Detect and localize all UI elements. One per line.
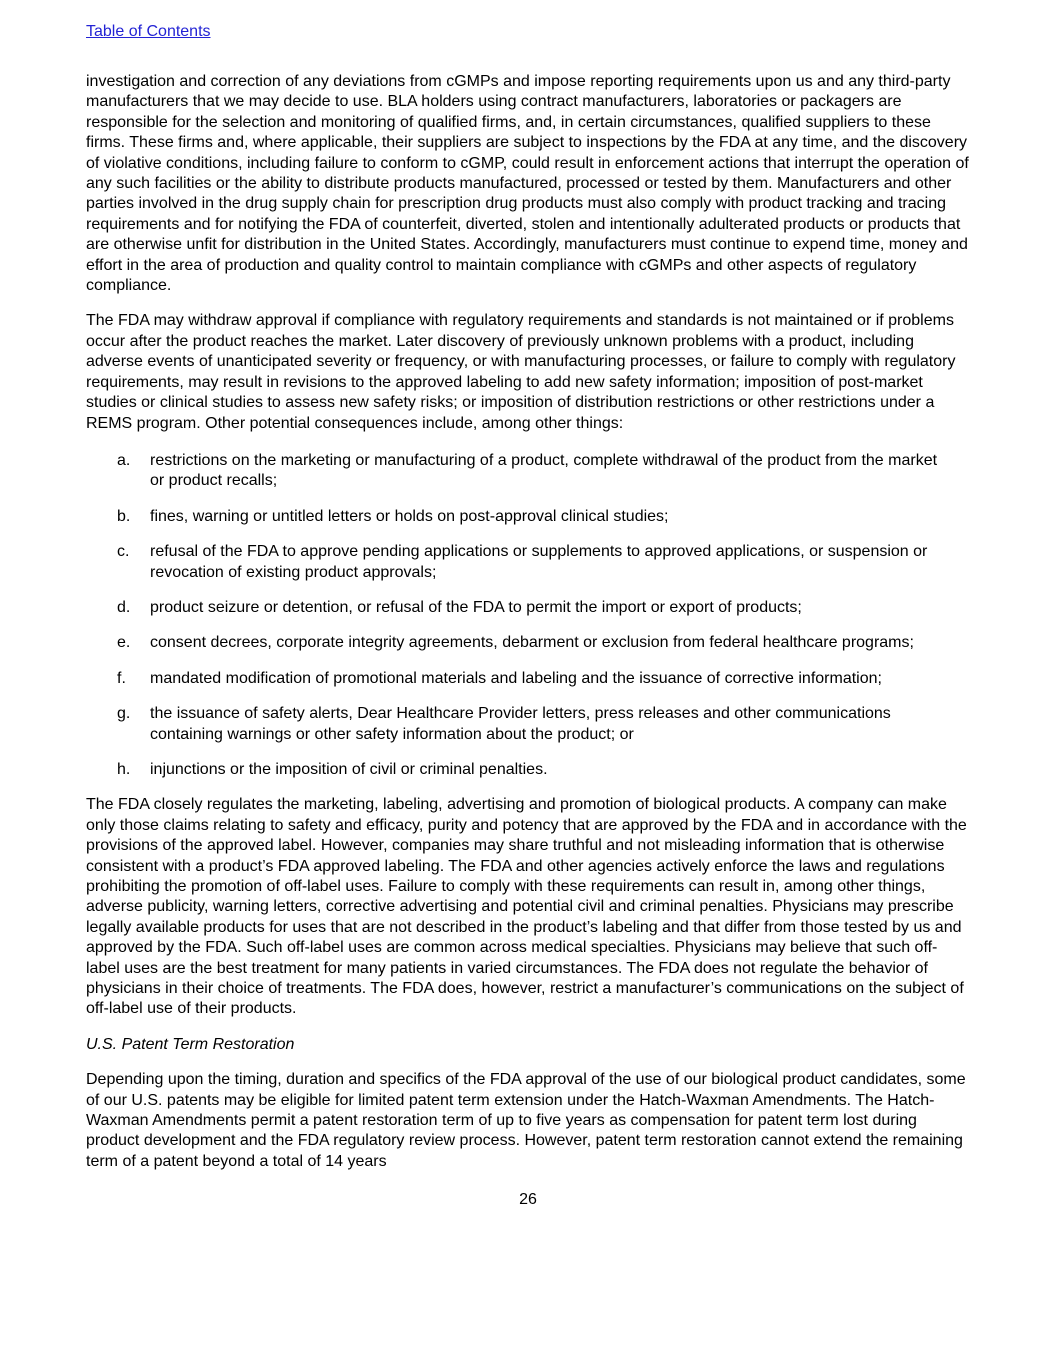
list-item <box>117 669 970 689</box>
list-item <box>117 451 970 492</box>
paragraph-cgmp-compliance: investigation and correction of any deviations from cGMPs and impose reporting requirements upon us and any third-party manufacturers that we may decide to use. BLA holders using contract manufacturers, laboratories or packagers are responsible for the selection and monitoring of qualified firms, and, in certain circumstances, qualified suppliers to these firms. These firms and, where applicable, their suppliers are subject to inspections by the FDA at any time, and the discovery of violative conditions, including failure to conform to cGMP, could result in enforcement actions that interrupt the operation of any such facilities or the ability to distribute products manufactured, processed or tested by them. Manufacturers and other parties involved in the drug supply chain for prescription drug products must also comply with product tracking and tracing requirements and for notifying the FDA of counterfeit, diverted, stolen and intentionally adulterated products or products that are otherwise unfit for distribution in the United States. Accordingly, manufacturers must continue to expend time, money and effort in the area of production and quality control to maintain compliance with cGMPs and other aspects of regulatory compliance. <box>86 73 969 295</box>
page-number: 26 <box>519 1191 537 1209</box>
table-of-contents-link[interactable]: Table of Contents <box>86 23 211 40</box>
list-item-marker: d. <box>117 598 131 616</box>
list-item <box>117 633 970 653</box>
list-item <box>117 704 970 745</box>
list-item-text: mandated modification of promotional materials and labeling and the issuance of corrective information; <box>150 669 882 687</box>
list-item-marker: g. <box>117 705 131 723</box>
list-item-text: fines, warning or untitled letters or holds on post-approval clinical studies; <box>150 507 669 525</box>
list-item-marker: c. <box>117 543 130 561</box>
list-item <box>117 598 970 618</box>
list-item-marker: b. <box>117 507 131 525</box>
paragraph-fda-withdraw-approval: The FDA may withdraw approval if compliance with regulatory requirements and standards is not maintained or if problems occur after the product reaches the market. Later discovery of previously unknown problems with a product, including adverse events of unanticipated severity or frequency, or with manufacturing processes, or failure to comply with regulatory requirements, may result in revisions to the approved labeling to add new safety information; imposition of post-market studies or clinical studies to assess new safety risks; or imposition of distribution restrictions or other restrictions under a REMS program. Other potential consequences include, among other things: <box>86 312 956 432</box>
list-item-marker: h. <box>117 760 131 778</box>
document-body <box>86 72 970 1172</box>
list-item-marker: f. <box>117 669 126 687</box>
paragraph-patent-term-restoration: Depending upon the timing, duration and specifics of the FDA approval of the use of our biological product candidates, some of our U.S. patents may be eligible for limited patent term extension under the Hatch-Waxman Amendments. The Hatch-Waxman Amendments permit a patent restoration term of up to five years as compensation for patent term lost during product development and the FDA regulatory review process. However, patent term restoration cannot extend the remaining term of a patent beyond a total of 14 years <box>86 1071 966 1170</box>
list-item-text: restrictions on the marketing or manufacturing of a product, complete withdrawal of the product from the market or product recalls; <box>150 451 938 490</box>
list-item-text: the issuance of safety alerts, Dear Healthcare Provider letters, press releases and other communications containing warnings or other safety information about the product; or <box>150 705 891 743</box>
list-item <box>117 507 970 527</box>
list-item <box>117 760 970 780</box>
list-item <box>117 542 970 583</box>
list-item-text: consent decrees, corporate integrity agreements, debarment or exclusion from federal healthcare programs; <box>150 634 914 652</box>
list-item-marker: e. <box>117 634 131 652</box>
consequences-list <box>86 451 970 780</box>
list-item-text: product seizure or detention, or refusal of the FDA to permit the import or export of products; <box>150 598 802 616</box>
list-item-text: refusal of the FDA to approve pending applications or supplements to approved applications, or suspension or revocation of existing product approvals; <box>150 543 928 581</box>
list-item-text: injunctions or the imposition of civil or criminal penalties. <box>150 760 548 778</box>
paragraph-fda-marketing-regulation: The FDA closely regulates the marketing, labeling, advertising and promotion of biological products. A company can make only those claims relating to safety and efficacy, purity and potency that are approved by the FDA and in accordance with the provisions of the approved label. However, companies may share truthful and not misleading information that is otherwise consistent with a product’s FDA approved labeling. The FDA and other agencies actively enforce the laws and regulations prohibiting the promotion of off-label uses. Failure to comply with these requirements can result in, among other things, adverse publicity, warning letters, corrective advertising and potential civil and criminal penalties. Physicians may prescribe legally available products for uses that are not described in the product’s labeling and that differ from those tested by us and approved by the FDA. Such off-label uses are common across medical specialties. Physicians may believe that such off-label uses are the best treatment for many patients in varied circumstances. The FDA does not regulate the behavior of physicians in their choice of treatments. The FDA does, however, restrict a manufacturer’s communications on the subject of off-label use of their products. <box>86 796 967 1018</box>
list-item-marker: a. <box>117 451 131 469</box>
section-heading-us-patent-term-restoration: U.S. Patent Term Restoration <box>86 1035 295 1053</box>
